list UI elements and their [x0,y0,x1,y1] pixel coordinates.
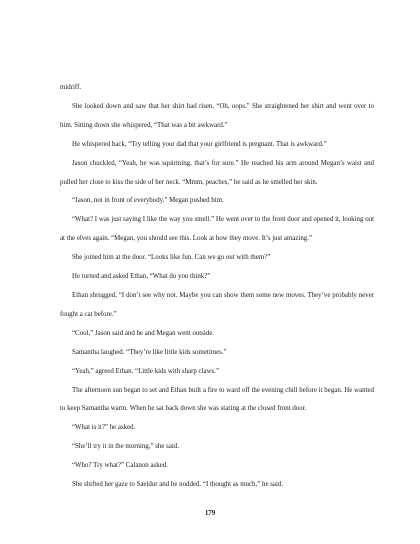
paragraph: “Jason, not in front of everybody.” Megan pushed him. [72,197,224,205]
paragraph: He whispered back, “Try telling your dad that your girlfriend is pregnant. That is awkward.” [72,140,327,148]
paragraph: “What is it?” he asked. [72,424,136,432]
paragraph: Ethan shrugged, “I don’t see why not. Maybe you can show them some new moves. They’ve probably never fought a cat before.” [60,291,374,318]
paragraph: “Who? Try what?” Calanon asked. [72,462,168,470]
paragraph: midriff. [60,84,82,91]
paragraph: “Cool,” Jason said and he and Megan went outside. [72,329,214,337]
paragraph: She looked down and saw that her shirt had risen. “Oh, oops.” She straightened her shirt and went over to him. Sitting down she whispered, “That was a bit awkward.” [60,102,374,129]
paragraph: She joined him at the door. “Looks like fun. Can we go out with them?” [72,254,271,262]
paragraph: He turned and asked Ethan, “What do you think?” [72,273,211,281]
paragraph: Samantha laughed. “They’re like little kids sometimes.” [72,348,227,356]
body-text [60,79,374,495]
paragraph: The afternoon sun began to set and Ethan built a fire to ward off the evening chill before it began. He wanted to keep Samantha warm. When he sat back down she was staring at the closed front door. [60,386,374,413]
paragraph: Jason chuckled, “Yeah, he was squirming, that’s for sure.” He reached his arm around Megan’s waist and pulled her close to kiss the side of her neck. “Mmm, peaches,” he said as he smelled her skin. [60,159,374,186]
page-number: 179 [204,510,216,517]
paragraph: “What? I was just saying I like the way you smell.” He went over to the front door and opened it, looking out at the elves again. “Megan, you should see this. Look at how they move. It’s just amazing.” [60,216,374,243]
paragraph: She shifted her gaze to Saeldur and he nodded. “I thought as much,” he said. [72,481,284,489]
paragraph: “Yeah,” agreed Ethan. “Little kids with sharp claws.” [72,367,220,375]
paragraph: “She’ll try it in the morning,” she said. [72,443,179,451]
